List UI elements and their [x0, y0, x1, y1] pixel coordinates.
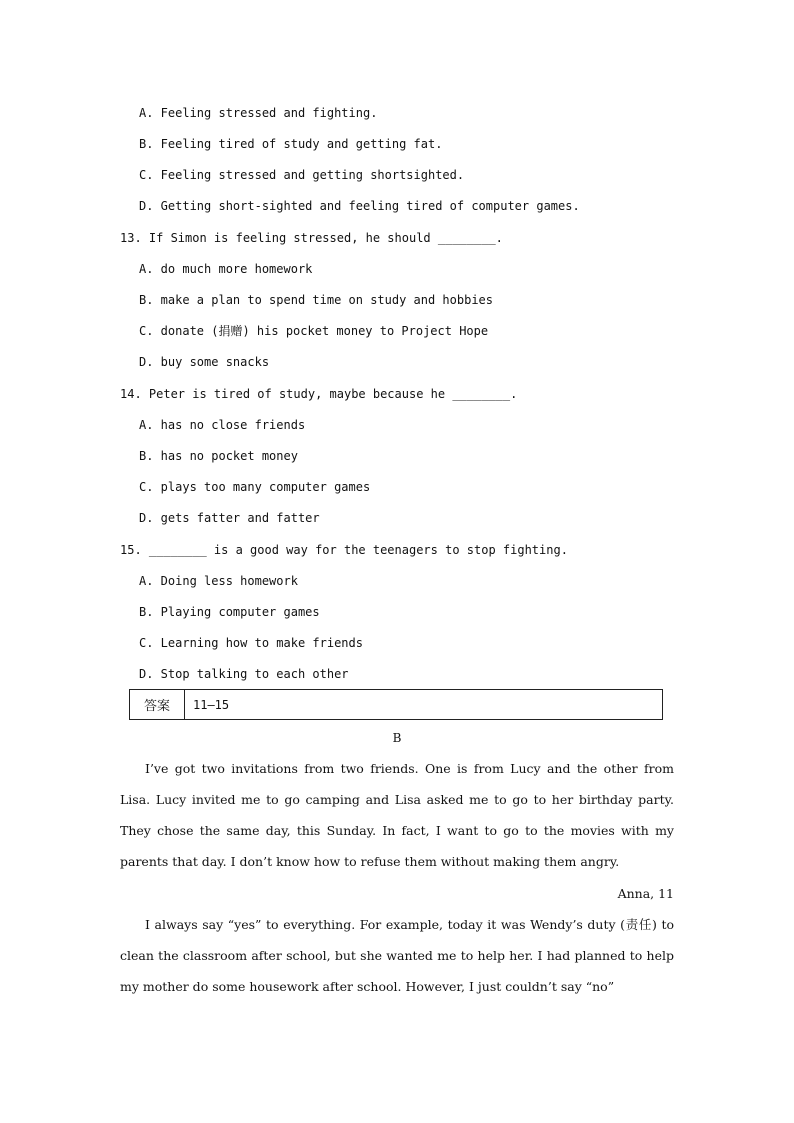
q13-stem: 13. If Simon is feeling stressed, he should ________.: [120, 231, 503, 245]
q12-option-a: A. Feeling stressed and fighting.: [139, 106, 378, 120]
q15-stem: 15. ________ is a good way for the teenagers to stop fighting.: [120, 543, 568, 557]
answer-label: 答案: [130, 690, 185, 719]
q15-option-c: C. Learning how to make friends: [139, 636, 363, 650]
q13-option-b: B. make a plan to spend time on study and hobbies: [139, 293, 494, 307]
q12-option-b: B. Feeling tired of study and getting fat.: [139, 137, 443, 151]
q14-option-a: A. has no close friends: [139, 418, 306, 432]
answer-value: 11—15: [193, 697, 230, 712]
q12-option-d: D. Getting short-sighted and feeling tired of computer games.: [139, 199, 580, 213]
q15-option-d: D. Stop talking to each other: [139, 667, 349, 681]
q14-option-b: B. has no pocket money: [139, 449, 298, 463]
letter-1-signature: Anna, 11: [617, 886, 674, 901]
letter-2: I always say “yes” to everything. For example, today it was Wendy’s duty (责任) to clean the classroom after school, but she wanted me to help her. I had planned to help my mother do some housework after school. However, I just couldn’t say “no”: [120, 917, 674, 994]
section-heading: B: [392, 731, 402, 745]
q14-stem: 14. Peter is tired of study, maybe because he ________.: [120, 387, 518, 401]
answer-table: [129, 689, 663, 720]
q13-option-c: C. donate (捐赠) his pocket money to Project Hope: [139, 324, 489, 338]
q12-option-c: C. Feeling stressed and getting shortsighted.: [139, 168, 465, 182]
q15-option-b: B. Playing computer games: [139, 605, 320, 619]
q15-option-a: A. Doing less homework: [139, 574, 298, 588]
q13-option-a: A. do much more homework: [139, 262, 313, 276]
q14-option-c: C. plays too many computer games: [139, 480, 371, 494]
q13-option-d: D. buy some snacks: [139, 355, 270, 369]
letter-1: I’ve got two invitations from two friends. One is from Lucy and the other from Lisa. Lucy invited me to go camping and Lisa asked me to go to her birthday party. They chose the same day, this Sunday. In fact, I want to go to the movies with my parents that day. I don’t know how to refuse them without making them angry.: [120, 761, 674, 869]
q14-option-d: D. gets fatter and fatter: [139, 511, 320, 525]
